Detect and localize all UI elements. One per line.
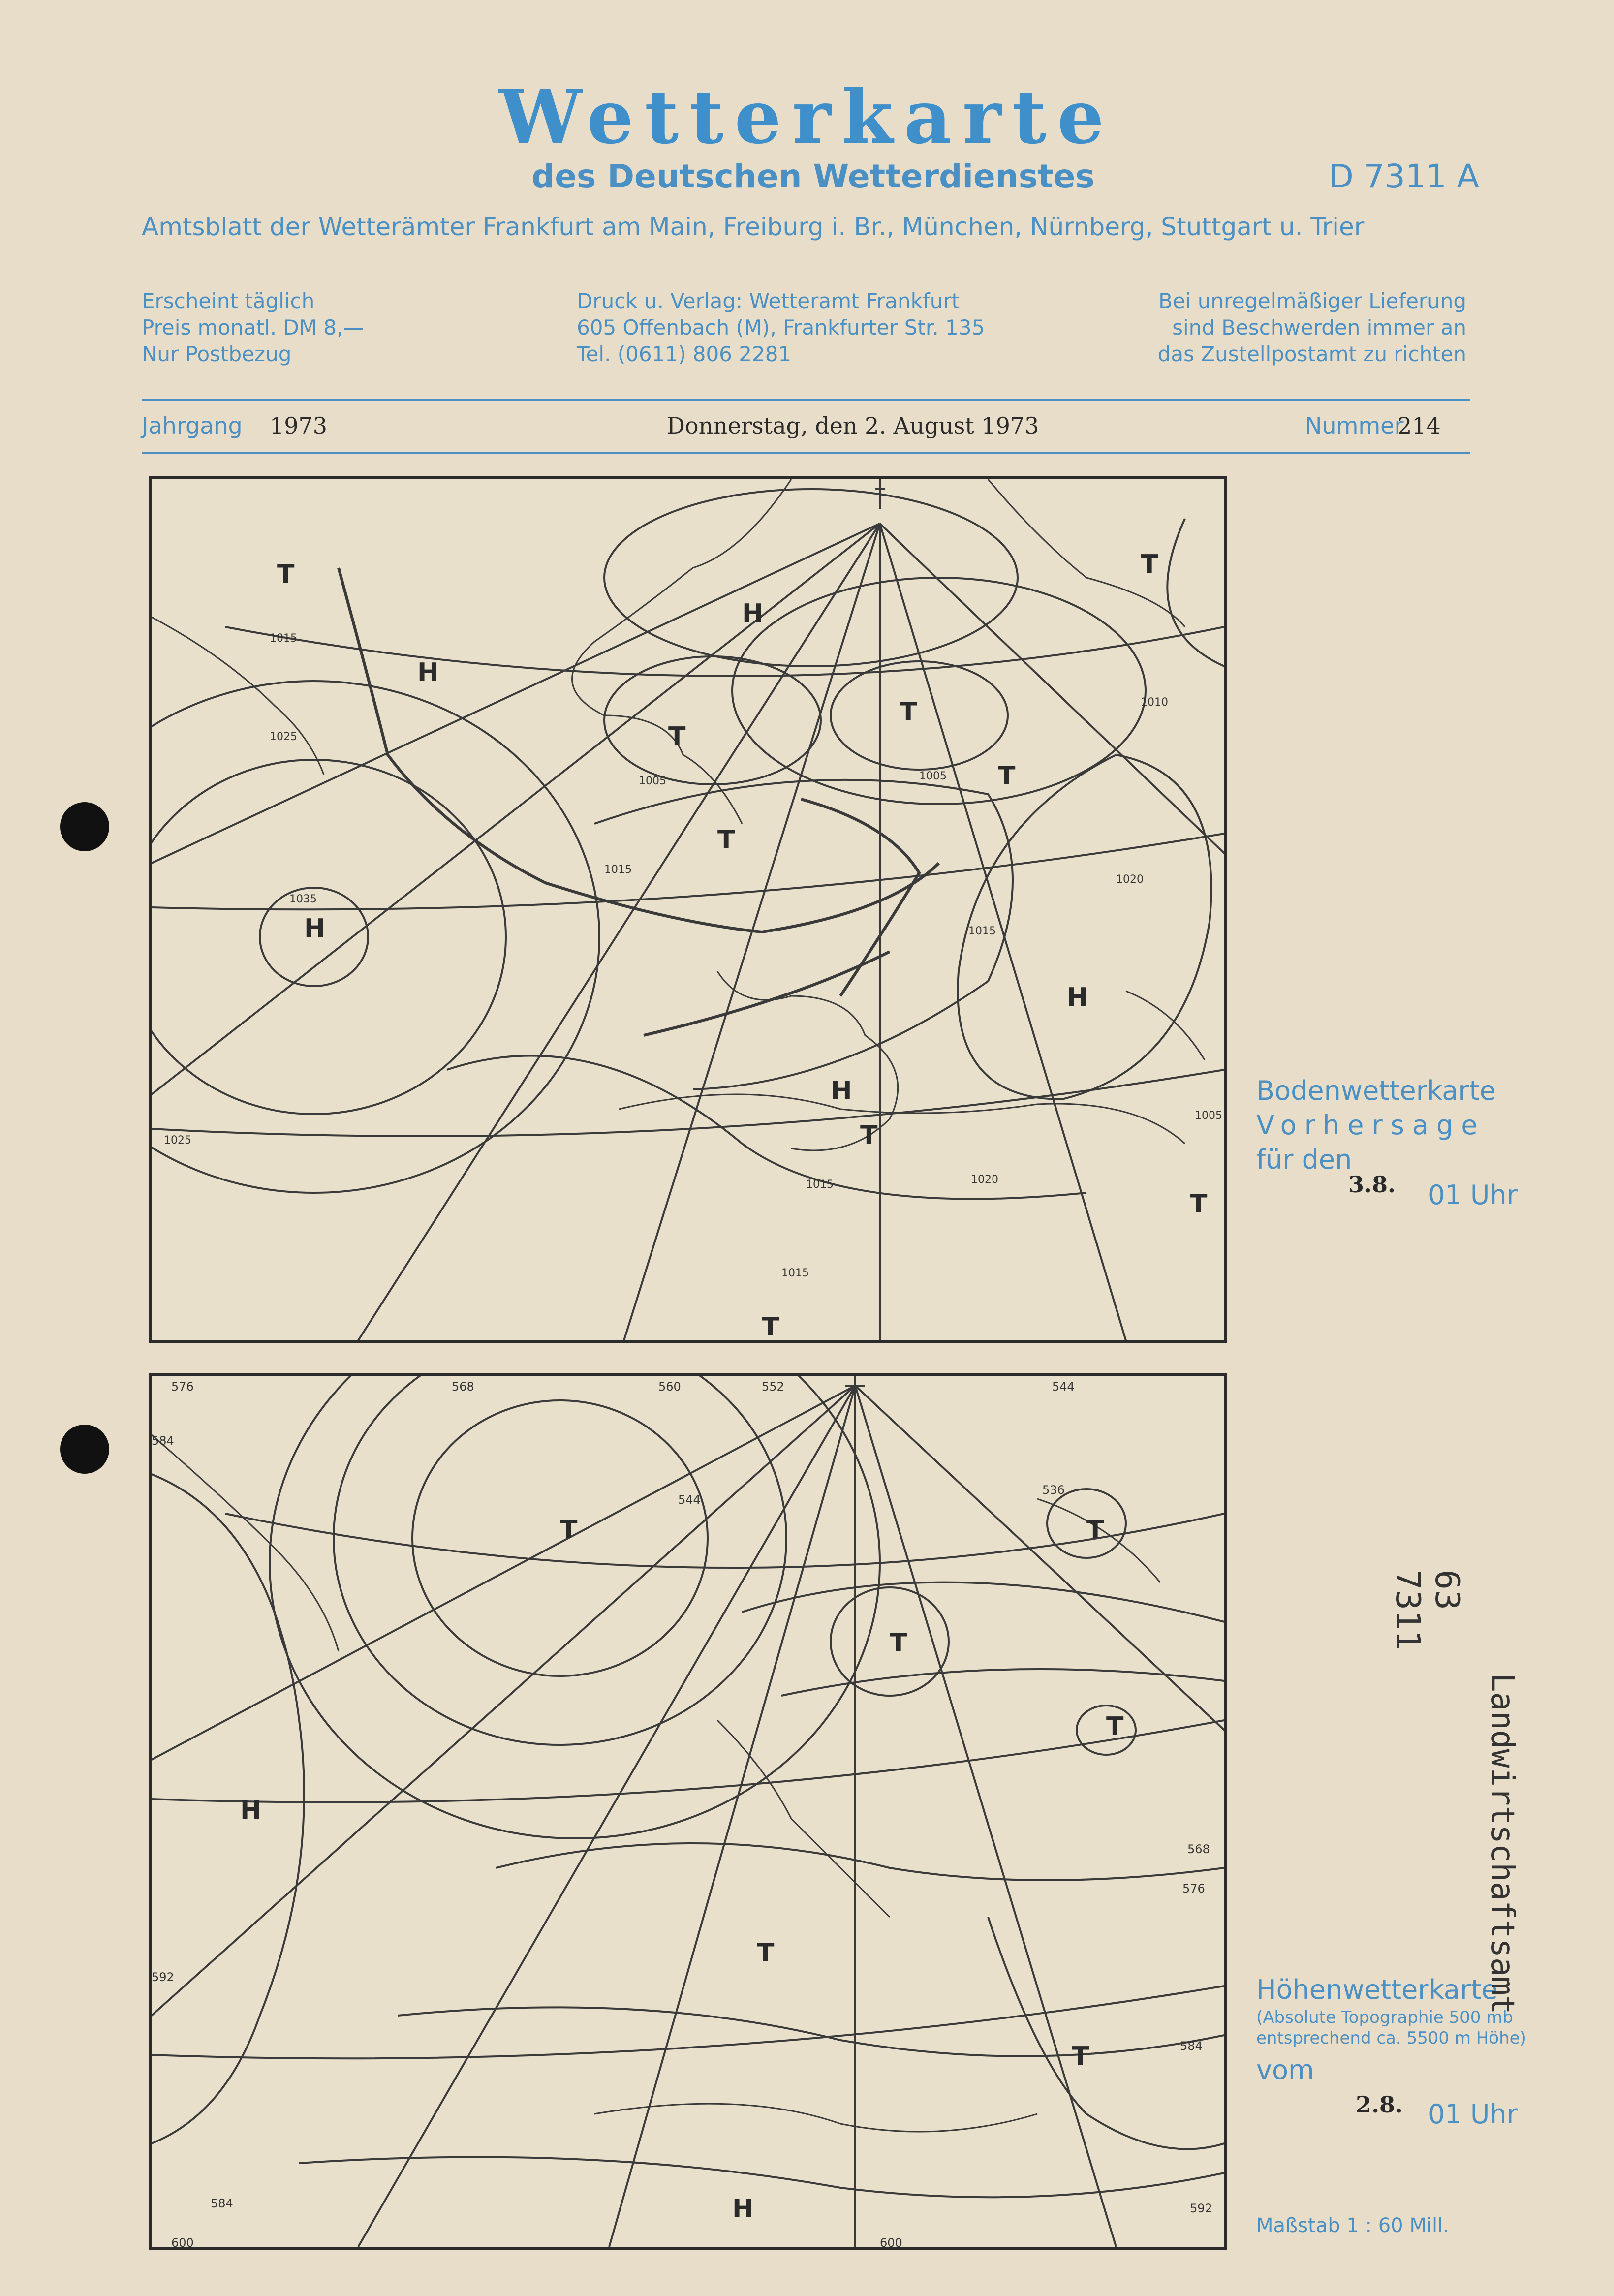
coastline: [152, 1435, 339, 1651]
map-scale: Maßstab 1 : 60 Mill.: [1256, 2214, 1449, 2237]
surface-weather-map: [149, 476, 1227, 1343]
height-value-label: 560: [658, 1380, 681, 1394]
isobar-value-label: 1005: [639, 775, 666, 787]
upper-air-map-height-note: entsprechend ca. 5500 m Höhe): [1256, 2028, 1526, 2048]
height-value-label: 568: [452, 1380, 474, 1394]
height-center-letter: T: [560, 1515, 578, 1545]
latitude-line: [152, 1070, 1224, 1136]
height-contour: [988, 1917, 1224, 2149]
height-center-letter: T: [890, 1628, 907, 1658]
height-center-letter: H: [240, 1796, 262, 1825]
amtsblatt-line: Amtsblatt der Wetterämter Frankfurt am Main, Freiburg i. Br., München, Nürnberg, Stuttgart u. Trier: [142, 213, 1365, 241]
info-right-line: das Zustellpostamt zu richten: [1157, 342, 1466, 366]
isobar-value-label: 1015: [781, 1267, 809, 1279]
height-value-label: 576: [171, 1380, 194, 1394]
info-middle-line: Tel. (0611) 806 2281: [577, 342, 792, 366]
info-middle-line: Druck u. Verlag: Wetteramt Frankfurt: [577, 289, 960, 313]
isobar: [831, 661, 1008, 770]
height-contour: [742, 1582, 1224, 1622]
meridian-line: [152, 1386, 855, 2016]
issue-date: Donnerstag, den 2. August 1973: [667, 412, 1039, 439]
nummer-value: 214: [1397, 412, 1441, 439]
jahrgang-label: Jahrgang: [142, 412, 243, 439]
pressure-center-letter: T: [717, 825, 735, 855]
info-middle-line: 605 Offenbach (M), Frankfurter Str. 135: [577, 315, 985, 340]
isobar-value-label: 1010: [1141, 696, 1168, 709]
info-left-line: Erscheint täglich: [142, 289, 315, 313]
isobar-value-label: 1020: [971, 1174, 998, 1186]
pressure-center-letter: T: [277, 559, 295, 589]
pressure-center-letter: H: [304, 914, 326, 943]
upper-air-map-time: 01 Uhr: [1428, 2099, 1518, 2130]
height-contour: [781, 1669, 1224, 1696]
info-right-line: Bei unregelmäßiger Lieferung: [1158, 289, 1466, 313]
masthead-title: Wetterkarte: [499, 74, 1115, 160]
document-number: D 7311 A: [1329, 157, 1479, 195]
surface-map-for-label: für den: [1256, 1144, 1352, 1175]
punch-hole: [60, 1425, 109, 1474]
coastline: [1126, 991, 1205, 1060]
isobar-value-label: 1015: [604, 864, 632, 876]
isobar-value-label: 1025: [164, 1134, 191, 1147]
punch-hole: [60, 802, 109, 851]
height-value-label: 584: [211, 2197, 233, 2210]
meridian-line: [855, 1386, 1224, 1730]
latitude-line: [225, 1514, 1224, 1568]
stamp-office-name: Landwirtschaftsamt: [1484, 1673, 1521, 2015]
height-center-letter: T: [757, 1938, 775, 1968]
info-left-line: Nur Postbezug: [142, 342, 292, 366]
height-value-label: 552: [762, 1380, 784, 1394]
height-value-label: 600: [880, 2236, 902, 2247]
surface-map-date: 3.8.: [1348, 1171, 1396, 1198]
surface-map-time: 01 Uhr: [1428, 1179, 1518, 1210]
header-rule-bottom: [142, 452, 1470, 454]
pressure-center-letter: T: [900, 697, 917, 727]
latitude-line: [152, 1720, 1224, 1802]
info-right-line: sind Beschwerden immer an: [1172, 315, 1466, 340]
height-value-label: 592: [1190, 2202, 1212, 2215]
isobar-value-label: 1015: [270, 632, 297, 645]
nummer-label: Nummer: [1305, 412, 1404, 439]
weather-front: [644, 952, 890, 1035]
height-contour: [299, 2157, 1224, 2198]
height-contour: [398, 2007, 1224, 2056]
coastline: [717, 1720, 890, 1917]
pressure-center-letter: T: [998, 761, 1016, 791]
upper-air-map-topography: (Absolute Topographie 500 mb: [1256, 2008, 1513, 2027]
info-left-line: Preis monatl. DM 8,—: [142, 315, 364, 340]
pressure-center-letter: T: [762, 1312, 779, 1340]
coastline: [594, 2104, 1037, 2132]
pressure-center-letter: T: [1190, 1189, 1208, 1219]
height-value-label: 544: [678, 1493, 701, 1507]
height-value-label: 576: [1182, 1882, 1205, 1895]
height-value-label: 544: [1052, 1380, 1075, 1394]
pressure-center-letter: H: [417, 658, 439, 687]
height-value-label: 600: [171, 2236, 194, 2247]
height-value-label: 584: [1180, 2039, 1203, 2053]
isobar-value-label: 1035: [289, 893, 317, 905]
upper-air-map-date: 2.8.: [1356, 2091, 1403, 2118]
pressure-center-letter: H: [742, 599, 764, 628]
meridian-line: [152, 524, 880, 1094]
surface-map-drawing: [152, 479, 1224, 1340]
height-center-letter: T: [1086, 1515, 1104, 1545]
isobar-value-label: 1015: [968, 925, 996, 937]
height-contour: [152, 1474, 304, 2143]
surface-map-forecast-label: Vorhersage: [1256, 1110, 1486, 1141]
pressure-center-letter: T: [668, 722, 686, 751]
surface-map-label: Bodenwetterkarte: [1256, 1075, 1496, 1106]
isobar-value-label: 1015: [806, 1179, 834, 1191]
meridian-line: [880, 524, 1126, 1340]
upper-air-weather-map: [149, 1373, 1227, 2250]
height-value-label: 568: [1187, 1842, 1210, 1856]
height-center-letter: T: [1072, 2042, 1089, 2071]
isobar-value-label: 1005: [919, 770, 947, 782]
height-value-label: 592: [152, 1970, 174, 1984]
stamp-number-bottom: 7311: [1388, 1570, 1427, 1650]
isobar: [152, 760, 506, 1114]
upper-air-map-from-label: vom: [1256, 2054, 1314, 2085]
isobar-value-label: 1005: [1195, 1110, 1222, 1122]
height-center-letter: H: [732, 2194, 754, 2224]
jahrgang-value: 1973: [270, 412, 328, 439]
coastline: [619, 1094, 1185, 1144]
info-middle-block: [577, 288, 985, 368]
latitude-line: [152, 1986, 1224, 2058]
pressure-center-letter: T: [860, 1120, 878, 1150]
info-right-block: [1151, 288, 1466, 368]
height-contour: [496, 1843, 1224, 1880]
info-left-block: [142, 288, 364, 368]
height-value-label: 584: [152, 1434, 174, 1448]
latitude-line: [225, 627, 1224, 676]
isobar-value-label: 1020: [1116, 873, 1144, 886]
isobar: [594, 780, 1013, 1089]
pressure-center-letter: H: [1067, 983, 1088, 1012]
height-center-letter: T: [1106, 1712, 1124, 1741]
stamp-number-top: 63: [1428, 1570, 1466, 1610]
pressure-center-letter: T: [1141, 550, 1158, 579]
upper-air-map-drawing: [152, 1376, 1224, 2247]
isobar: [1167, 519, 1224, 666]
header-rule-top: [142, 399, 1470, 401]
isobar-value-label: 1025: [270, 731, 297, 743]
pressure-center-letter: H: [831, 1076, 852, 1106]
meridian-line: [358, 1386, 855, 2247]
upper-air-map-label: Höhenwetterkarte: [1256, 1974, 1498, 2005]
masthead-subtitle: des Deutschen Wetterdienstes: [531, 157, 1095, 195]
height-value-label: 536: [1042, 1483, 1065, 1497]
